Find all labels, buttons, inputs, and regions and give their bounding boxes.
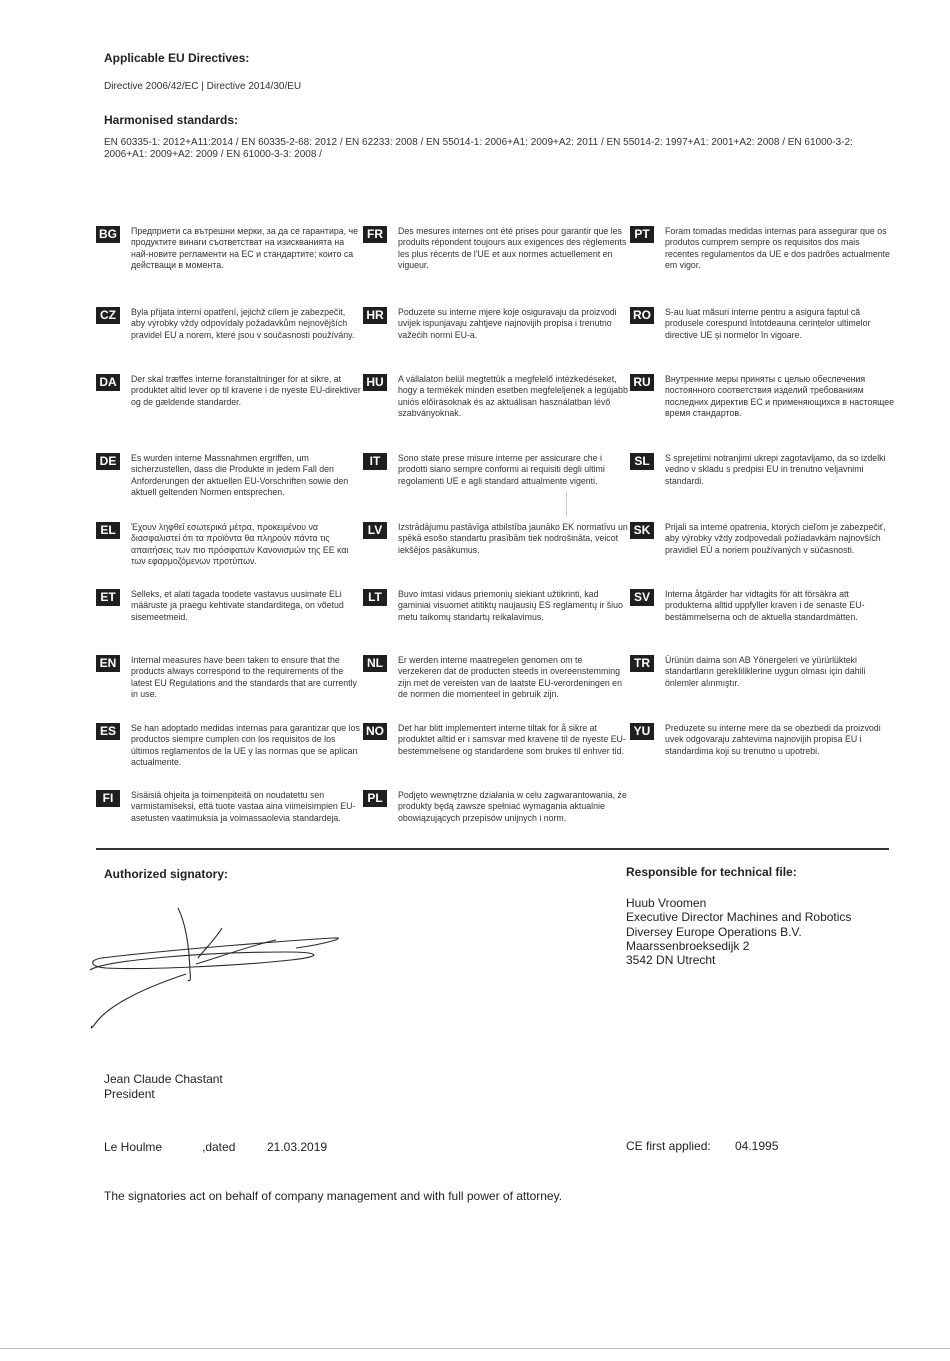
- lang-text: Det har blitt implementert interne tiltak for å sikre at produktet alltid er i samsvar med kravene til de nyeste EU-bestemmelsene og standardene som brukes til enhver tid.: [398, 723, 626, 756]
- lang-code-badge: ES: [96, 723, 120, 740]
- lang-code-badge: SV: [630, 589, 654, 606]
- lang-text: Внутренние меры приняты с целью обеспечения постоянного соответствия изделий требованиям последних директив ЕС и применяющихся в настоящее время стандартов.: [665, 374, 895, 418]
- lang-text: Se han adoptado medidas internas para garantizar que los productos siempre cumplen con los requisitos de los últimos reglamentos de la UE y las normas que se aplican actualmente.: [131, 723, 360, 767]
- lang-code-badge: EN: [96, 655, 120, 672]
- contact-line: 3542 DN Utrecht: [626, 953, 716, 968]
- lang-text: A vállalaton belül megtettük a megfelelő intézkedéseket, hogy a termékek minden esetben megfeleljenek a legújabb uniós előírásoknak és az aktuálisan használatban lévő szabványoknak.: [398, 374, 628, 418]
- lang-code-badge: DE: [96, 453, 120, 470]
- signing-date: 21.03.2019: [267, 1140, 328, 1154]
- lang-code-badge: PT: [630, 226, 654, 243]
- directives-heading: Applicable EU Directives:: [104, 51, 250, 65]
- signatory-title: President: [104, 1087, 155, 1101]
- lang-text: Prijali sa interné opatrenia, ktorých cieľom je zabezpečiť, aby výrobky vždy zodpovedali požiadavkám najnovších pravidiel EÚ a noriem používaných v súčasnosti.: [665, 522, 886, 555]
- lang-code-badge: BG: [96, 226, 120, 243]
- page-edge-line: [0, 1348, 950, 1349]
- lang-text: Der skal træffes interne foranstaltninger for at sikre, at produktet altid lever op til kravene i de nyeste EU-direktiver og de gældende standarder.: [131, 374, 361, 407]
- lang-text: Preduzete su interne mere da se obezbedi da proizvodi uvek odgovaraju zahtevima najnovijih propisa EU i standardima koji su trenutno u upotrebi.: [665, 723, 881, 756]
- lang-text: Izstrādājumu pastāvīga atbilstība jaunāko EK normatīvu un spēkā esošo standartu prasībām tiek nodrošināta, veicot iekšējos pasākumus.: [398, 522, 628, 555]
- lang-code-badge: FR: [363, 226, 387, 243]
- technical-file-heading: Responsible for technical file:: [626, 865, 797, 879]
- dated-label: ,dated: [202, 1140, 236, 1154]
- signatory-name: Jean Claude Chastant: [104, 1072, 223, 1086]
- authority-statement: The signatories act on behalf of company management and with full power of attorney.: [104, 1189, 563, 1203]
- lang-text: Er werden interne maatregelen genomen om te verzekeren dat de producten steeds in overeenstemming zijn met de vereisten van de laatste EU-verordeningen en de normen die momenteel in gebruik zijn.: [398, 655, 622, 699]
- lang-code-badge: HU: [363, 374, 387, 391]
- directives-text: Directive 2006/42/EC | Directive 2014/30/EU: [104, 81, 302, 92]
- standards-heading: Harmonised standards:: [104, 113, 239, 127]
- lang-text: Selleks, et alati tagada toodete vastavus uusimate ELi määruste ja praegu kehtivate standarditega, on võetud sisemeetmeid.: [131, 589, 344, 622]
- lang-code-badge: YU: [630, 723, 654, 740]
- lang-text: Buvo imtasi vidaus priemonių siekiant užtikrinti, kad gaminiai visuomet atitiktų naujausių ES reglamentų ir šiuo metu taikomų standartų reikalavimus.: [398, 589, 623, 622]
- lang-text: Des mesures internes ont été prises pour garantir que les produits répondent toujours aux exigences des règlements les plus récents de l'UE et aux normes actuellement en vigueur.: [398, 226, 627, 270]
- lang-text: Foram tomadas medidas internas para assegurar que os produtos cumprem sempre os requisitos dos mais recentes regulamentos da UE e dos padrões actualmente em vigor.: [665, 226, 890, 270]
- lang-text: S sprejetimi notranjimi ukrepi zagotavljamo, da so izdelki vedno v skladu s predpisi EU in trenutno veljavnimi standardi.: [665, 453, 886, 486]
- lang-code-badge: IT: [363, 453, 387, 470]
- signature-image: [86, 900, 366, 1040]
- lang-text: Έχουν ληφθεί εσωτερικά μέτρα, προκειμένου να διασφαλιστεί ότι τα προϊόντα θα πληρούν πάντα τις απαιτήσεις των πιο πρόσφατων Κανονισμών της ΕΕ και των εφαρμοζόμενων προτύπων.: [131, 522, 349, 566]
- standards-text: EN 60335-1: 2012+A11:2014 / EN 60335-2-68: 2012 / EN 62233: 2008 / EN 55014-1: 2006+A1: 2009+A2: 2011 / EN 55014-2: 1997+A1: 2001+A2: 2008 / EN 61000-3-2: 2006+A1: 2009+A2: 2009 / EN 61000-3-3: 2008 /: [104, 137, 853, 160]
- lang-code-badge: SL: [630, 453, 654, 470]
- lang-code-badge: RU: [630, 374, 654, 391]
- lang-code-badge: CZ: [96, 307, 120, 324]
- authorized-signatory-heading: Authorized signatory:: [104, 867, 229, 881]
- lang-code-badge: TR: [630, 655, 654, 672]
- lang-text: Interna åtgärder har vidtagits för att försäkra att produkterna alltid uppfyller kraven i de senaste EU-bestämmelserna och de aktuella standardmätten.: [665, 589, 865, 622]
- lang-code-badge: ET: [96, 589, 120, 606]
- ce-label: CE first applied:: [626, 1139, 711, 1153]
- lang-code-badge: RO: [630, 307, 654, 324]
- section-divider: [96, 848, 889, 850]
- lang-text: Ürünün daima son AB Yönergeleri ve yürürlükteki standartların gerekliliklerine uygun olması için dahili önlemler alınmıştır.: [665, 655, 866, 688]
- technical-file-contact: [626, 896, 851, 967]
- contact-line: Executive Director Machines and Robotics: [626, 910, 852, 925]
- lang-text: Sisäisiä ohjeita ja toimenpiteitä on noudatettu sen varmistamiseksi, että tuote vastaa aina viimeisimpien EU-asetusten vaatimuksia ja voimassaolevia standardeja.: [131, 790, 356, 823]
- lang-code-badge: NL: [363, 655, 387, 672]
- lang-text: Podjęto wewnętrzne działania w celu zagwarantowania, że produkty będą zawsze spełniać wymagania aktualnie obowiązujących przepisów unijnych i norm.: [398, 790, 627, 823]
- lang-code-badge: FI: [96, 790, 120, 807]
- lang-text: Sono state prese misure interne per assicurare che i prodotti siano sempre conformi ai requisiti degli ultimi regolamenti UE e agli standard attualmente vigenti.: [398, 453, 605, 486]
- lang-code-badge: LT: [363, 589, 387, 606]
- lang-text: Poduzete su interne mjere koje osiguravaju da proizvodi uvijek ispunjavaju zahtjeve najnovijih propisa i trenutno važećih normi EU-a.: [398, 307, 617, 340]
- lang-code-badge: HR: [363, 307, 387, 324]
- lang-code-badge: EL: [96, 522, 120, 539]
- contact-line: Huub Vroomen: [626, 896, 707, 910]
- lang-code-badge: DA: [96, 374, 120, 391]
- contact-line: Diversey Europe Operations B.V.: [626, 924, 802, 939]
- place: Le Houlme: [104, 1140, 163, 1154]
- lang-code-badge: LV: [363, 522, 387, 539]
- lang-text: Byla přijata interní opatření, jejichž cílem je zabezpečit, aby výrobky vždy odpovídaly požadavkům nejnovějších pravidel EU a norem, které jsou v současnosti používány.: [131, 307, 355, 340]
- lang-text: Предприети са вътрешни мерки, за да се гарантира, че продуктите винаги съответстват на изискванията на най-новите регламенти на ЕС и стандартите; които са действащи в момента.: [131, 226, 359, 270]
- lang-text: Es wurden interne Massnahmen ergriffen, um sicherzustellen, dass die Produkte in jedem Fall den Anforderungen der aktuellen EU-Vorschriften sowie den aktuell geltenden Normen entsprechen.: [131, 453, 349, 497]
- lang-code-badge: NO: [363, 723, 387, 740]
- lang-text: S-au luat măsuri interne pentru a asigura faptul că produsele corespund întotdeauna cerințelor ultimelor directive UE și normelor în vigoare.: [665, 307, 871, 340]
- lang-text: Internal measures have been taken to ensure that the products always correspond to the requirements of the latest EU Regulations and the standards that are currently in use.: [131, 655, 357, 699]
- contact-line: Maarssenbroeksedijk 2: [626, 938, 750, 953]
- lang-code-badge: SK: [630, 522, 654, 539]
- ce-date: 04.1995: [735, 1139, 779, 1153]
- scan-mark: [566, 492, 567, 516]
- lang-code-badge: PL: [363, 790, 387, 807]
